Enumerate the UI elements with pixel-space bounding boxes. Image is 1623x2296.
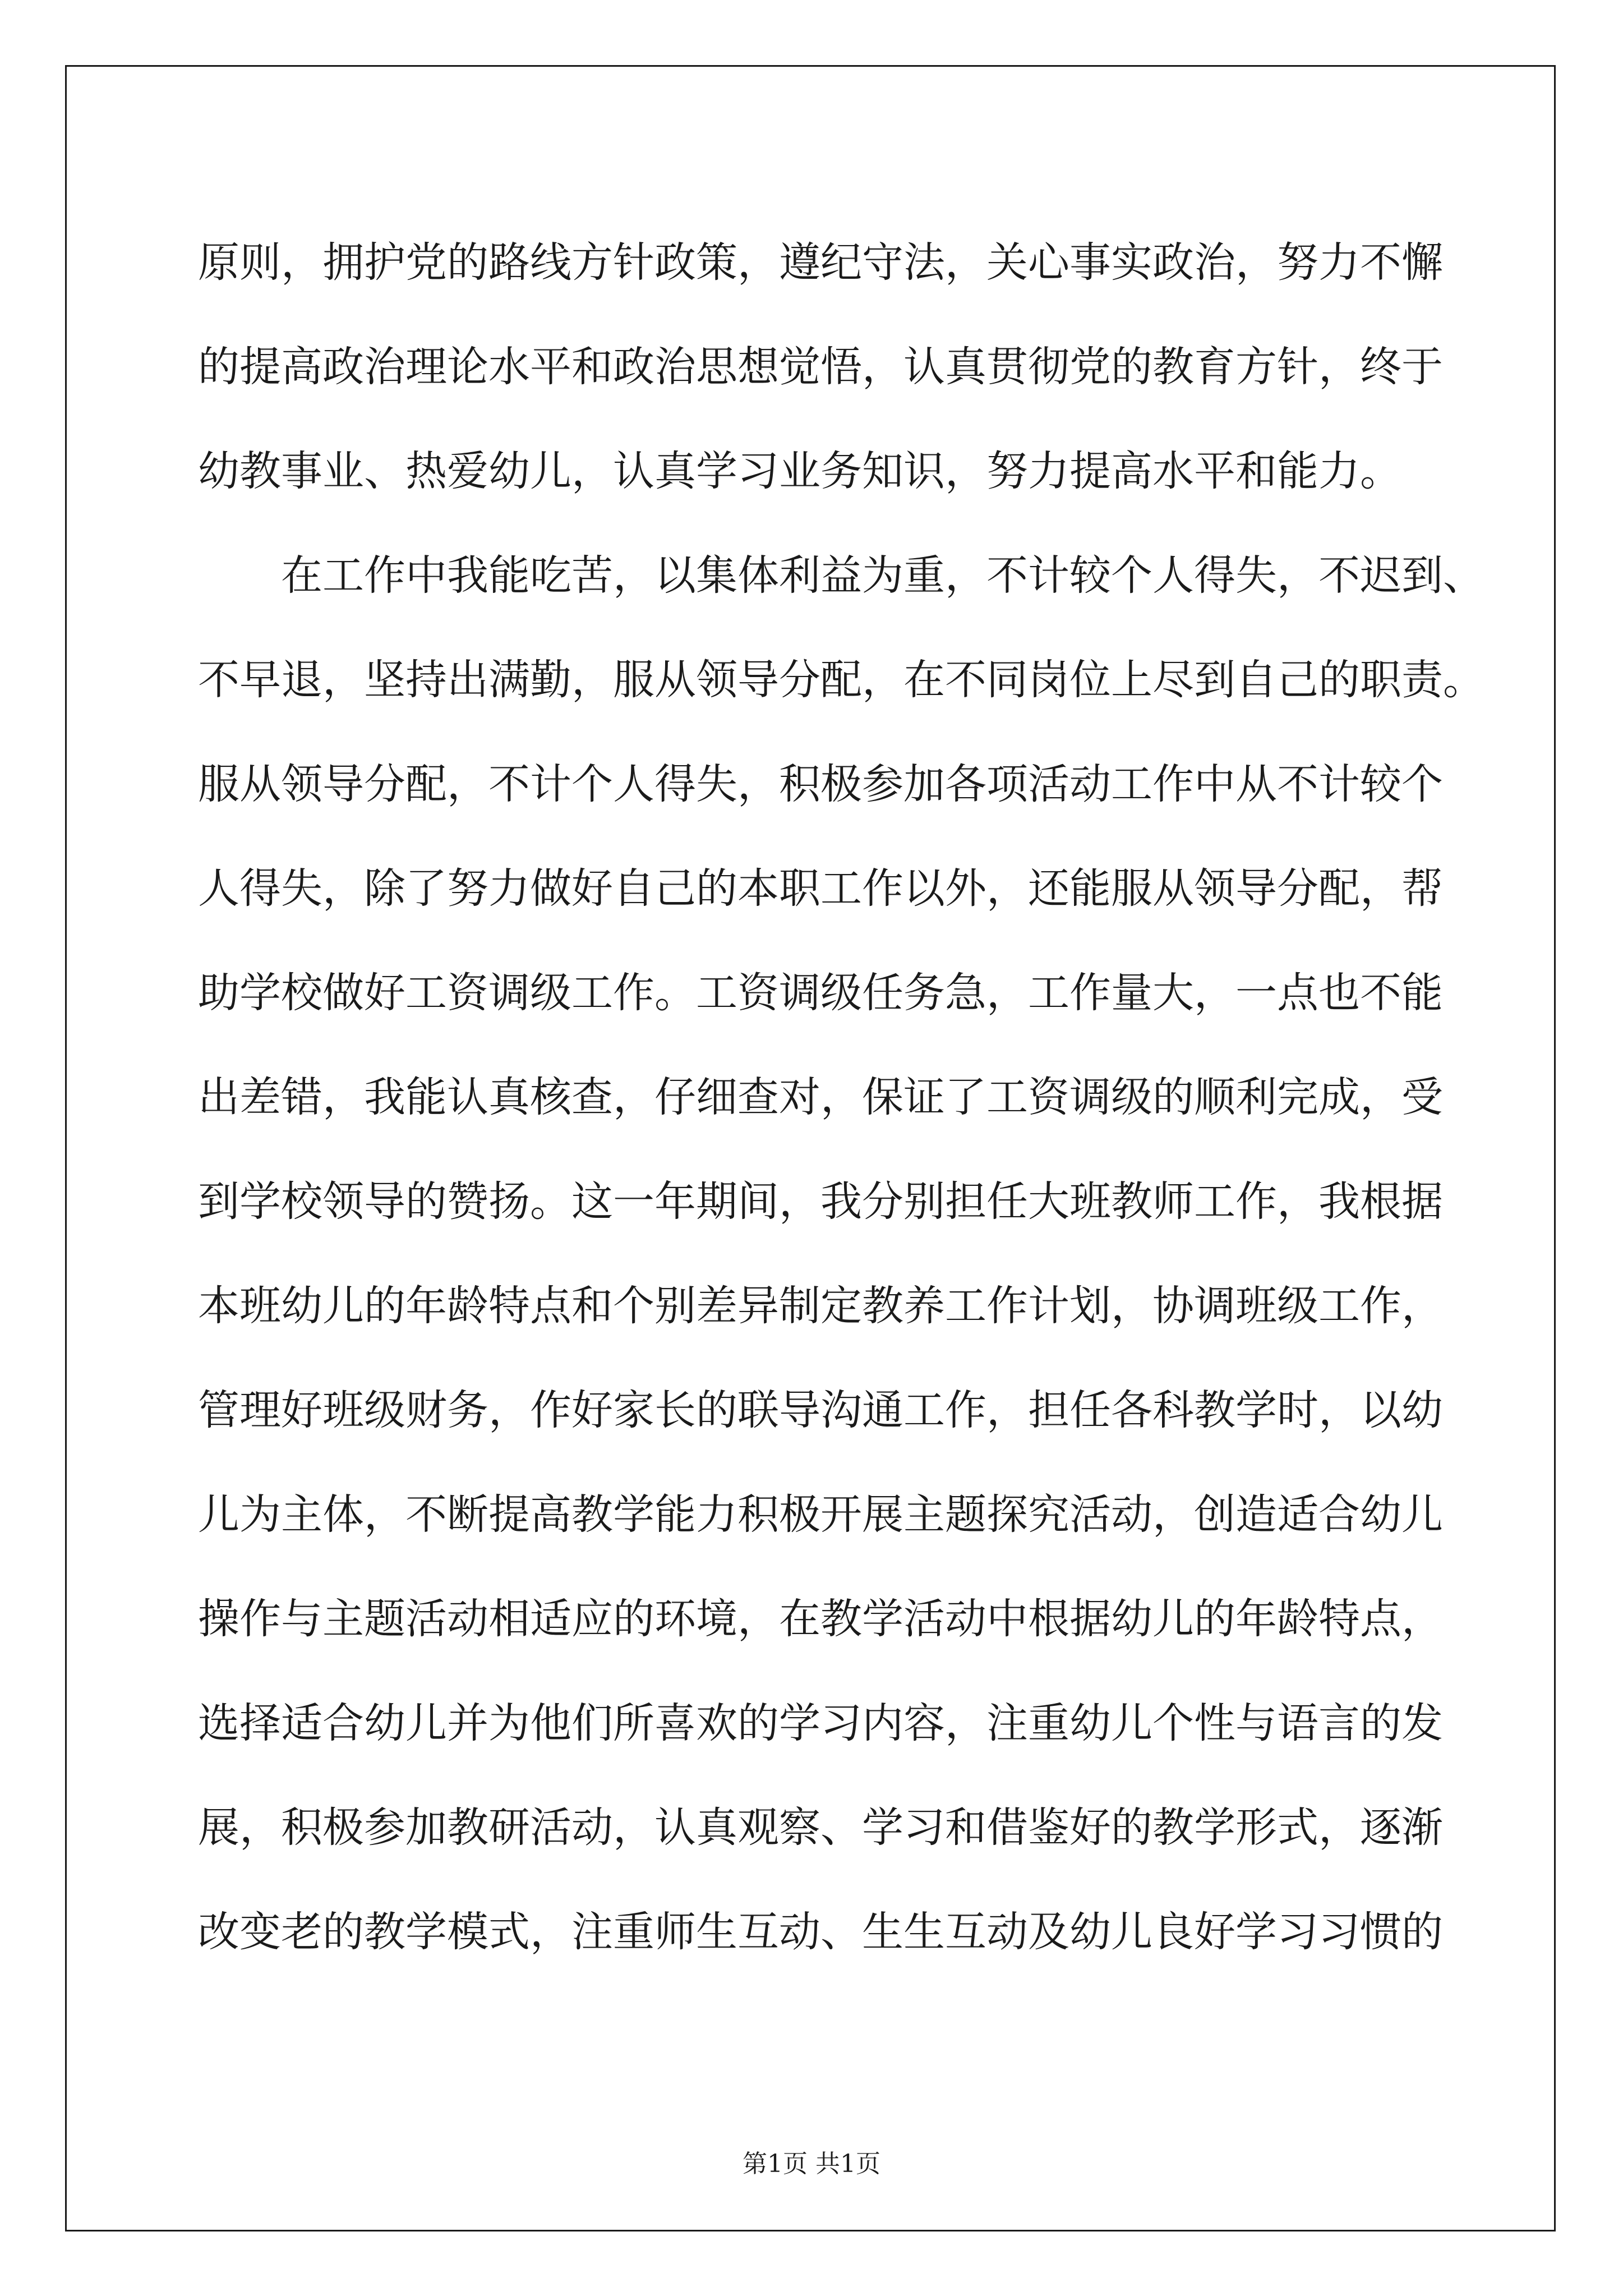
text-line: 出差错，我能认真核查，仔细查对，保证了工资调级的顺利完成，受 [198, 1073, 1443, 1121]
text-line: 助学校做好工资调级工作。工资调级任务急，工作量大，一点也不能 [198, 969, 1443, 1017]
text-line: 展，积极参加教研活动，认真观察、学习和借鉴好的教学形式，逐渐 [198, 1803, 1443, 1852]
text-line: 选择适合幼儿并为他们所喜欢的学习内容，注重幼儿个性与语言的发 [198, 1699, 1443, 1747]
text-line: 管理好班级财务，作好家长的联导沟通工作，担任各科教学时，以幼 [198, 1386, 1443, 1434]
document-body [198, 210, 1484, 1984]
paragraph-first-line: 在工作中我能吃苦，以集体利益为重，不计较个人得失，不迟到、 [281, 551, 1484, 600]
text-line: 儿为主体，不断提高教学能力积极开展主题探究活动，创造适合幼儿 [198, 1490, 1443, 1539]
text-line: 不早退，坚持出满勤，服从领导分配，在不同岗位上尽到自己的职责。 [198, 656, 1484, 704]
text-line: 本班幼儿的年龄特点和个别差异制定教养工作计划，协调班级工作， [198, 1282, 1443, 1330]
text-line: 到学校领导的赞扬。这一年期间，我分别担任大班教师工作，我根据 [198, 1177, 1443, 1226]
text-line: 服从领导分配，不计个人得失，积极参加各项活动工作中从不计较个 [198, 760, 1443, 808]
text-line: 改变老的教学模式，注重师生互动、生生互动及幼儿良好学习习惯的 [198, 1908, 1443, 1956]
page-footer [0, 2147, 1623, 2181]
text-line: 幼教事业、热爱幼儿，认真学习业务知识，努力提高水平和能力。 [198, 447, 1401, 495]
text-line: 的提高政治理论水平和政治思想觉悟，认真贯彻党的教育方针，终于 [198, 343, 1443, 391]
text-line: 操作与主题活动相适应的环境，在教学活动中根据幼儿的年龄特点， [198, 1595, 1443, 1643]
text-line: 人得失，除了努力做好自己的本职工作以外，还能服从领导分配，帮 [198, 864, 1443, 913]
page-number: 第1页 共1页 [743, 2150, 880, 2178]
text-line: 原则，拥护党的路线方针政策，遵纪守法，关心事实政治，努力不懈 [198, 238, 1443, 287]
